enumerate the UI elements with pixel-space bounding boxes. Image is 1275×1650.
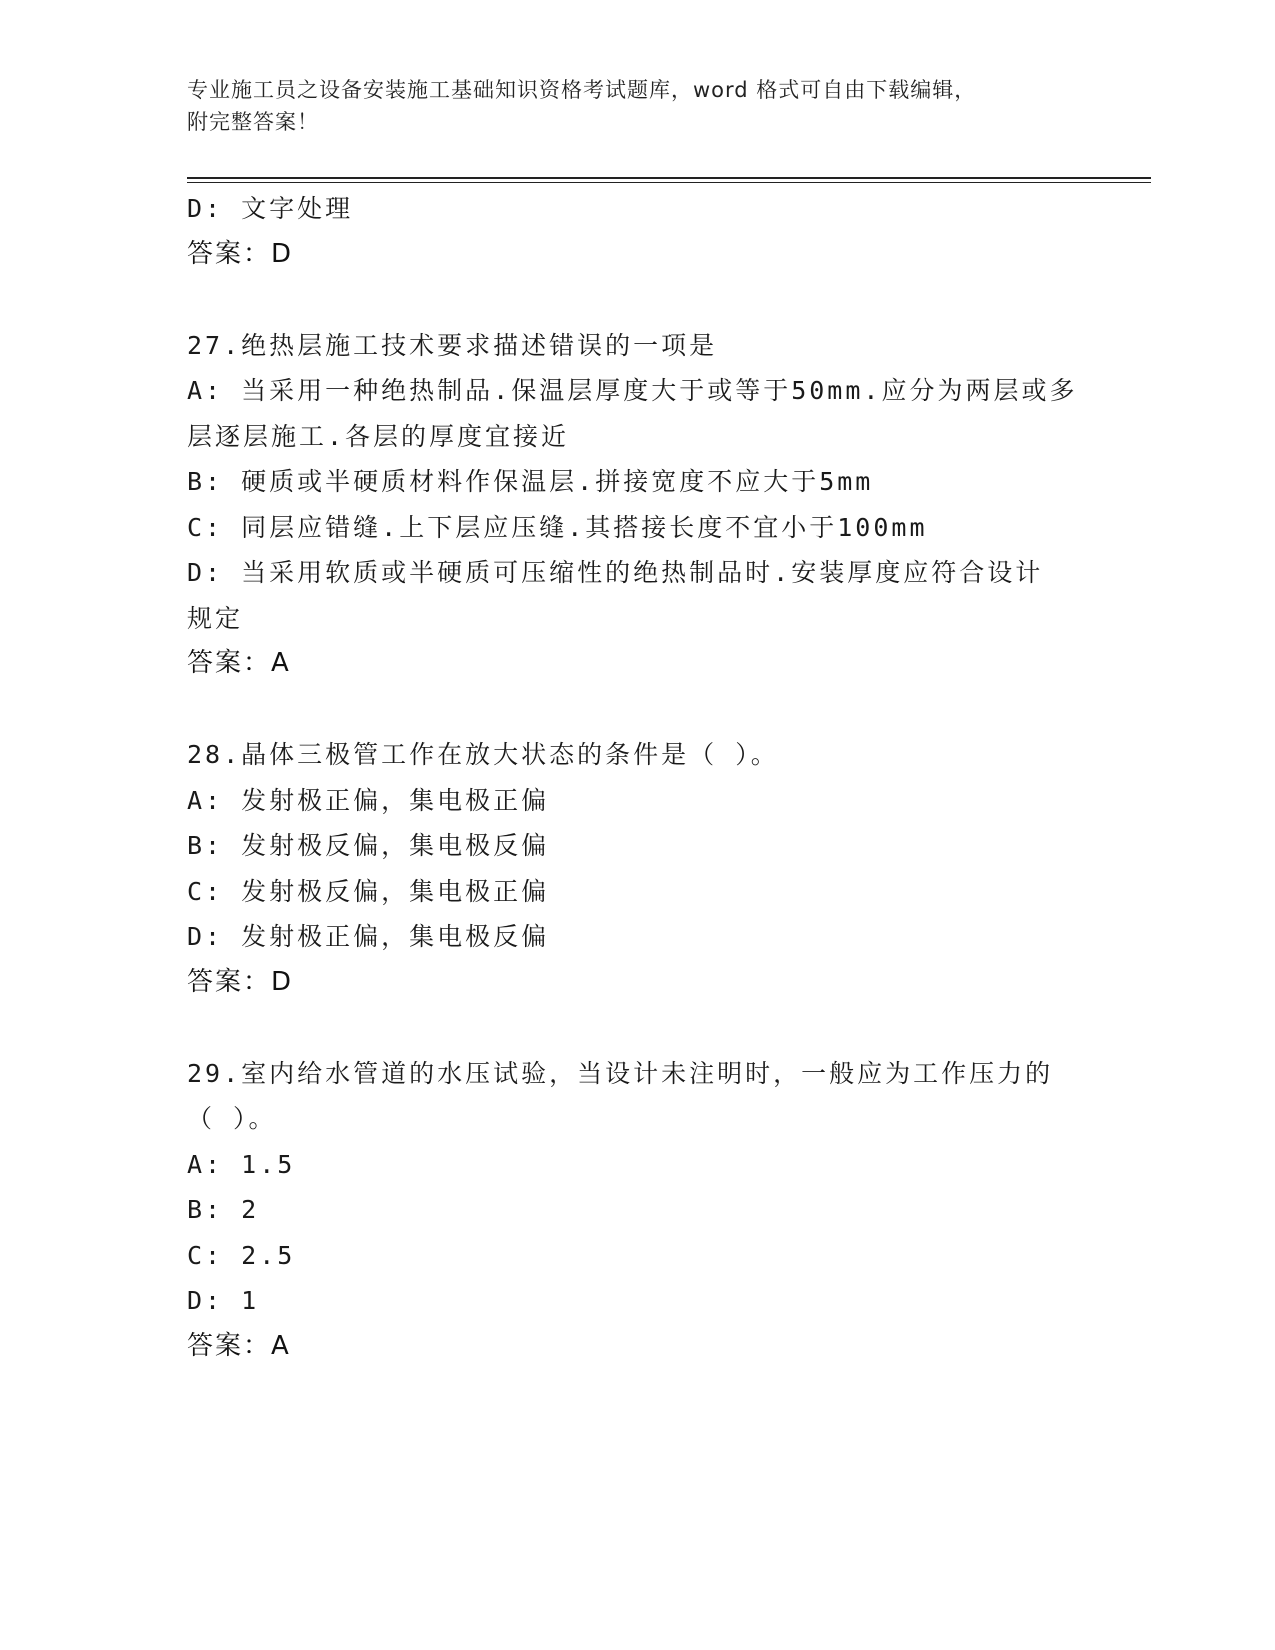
q26-answer: 答案：D [187, 238, 294, 269]
q29-stem-line-1: 29.室内给水管道的水压试验，当设计未注明时，一般应为工作压力的 [187, 1058, 1054, 1088]
q29-option-a: A: 1.5 [187, 1149, 296, 1179]
q27-stem: 27.绝热层施工技术要求描述错误的一项是 [187, 330, 718, 360]
q28-option-a: A: 发射极正偏，集电极正偏 [187, 785, 550, 815]
q27-option-d-line-2: 规定 [187, 603, 244, 633]
question-body [187, 186, 1087, 1369]
q27-option-b: B: 硬质或半硬质材料作保温层.拼接宽度不应大于5mm [187, 467, 874, 496]
q28-option-b: B: 发射极反偏，集电极反偏 [187, 831, 550, 860]
document-header [187, 74, 1087, 138]
q28-stem: 28.晶体三极管工作在放大状态的条件是（ ）。 [187, 740, 779, 769]
q27-option-a-line-2: 层逐层施工.各层的厚度宜接近 [187, 421, 570, 451]
q27-option-c: C: 同层应错缝.上下层应压缝.其搭接长度不宜小于100mm [187, 512, 928, 542]
q27-option-d-line-1: D: 当采用软质或半硬质可压缩性的绝热制品时.安装厚度应符合设计 [187, 558, 1044, 587]
q26-option-d: D: 文字处理 [187, 194, 354, 223]
q29-answer: 答案：A [187, 1330, 291, 1361]
header-divider-thin [187, 182, 1151, 183]
q28-option-c: C: 发射极反偏，集电极正偏 [187, 876, 550, 906]
q29-option-c: C: 2.5 [187, 1240, 296, 1270]
q27-answer: 答案：A [187, 648, 291, 678]
q28-option-d: D: 发射极正偏，集电极反偏 [187, 922, 550, 951]
q29-stem-line-2: （ ）。 [187, 1104, 277, 1133]
header-line-2: 附完整答案！ [187, 110, 319, 134]
q27-option-a-line-1: A: 当采用一种绝热制品.保温层厚度大于或等于50mm.应分为两层或多 [187, 376, 1078, 405]
header-line-1: 专业施工员之设备安装施工基础知识资格考试题库，word 格式可自由下载编辑， [187, 78, 977, 102]
spacer [187, 687, 1087, 733]
q29-option-d: D: 1 [187, 1286, 260, 1315]
header-divider-thick [187, 177, 1151, 179]
q28-answer: 答案：D [187, 966, 294, 997]
q29-option-b: B: 2 [187, 1195, 260, 1224]
spacer [187, 277, 1087, 323]
spacer [187, 1005, 1087, 1051]
